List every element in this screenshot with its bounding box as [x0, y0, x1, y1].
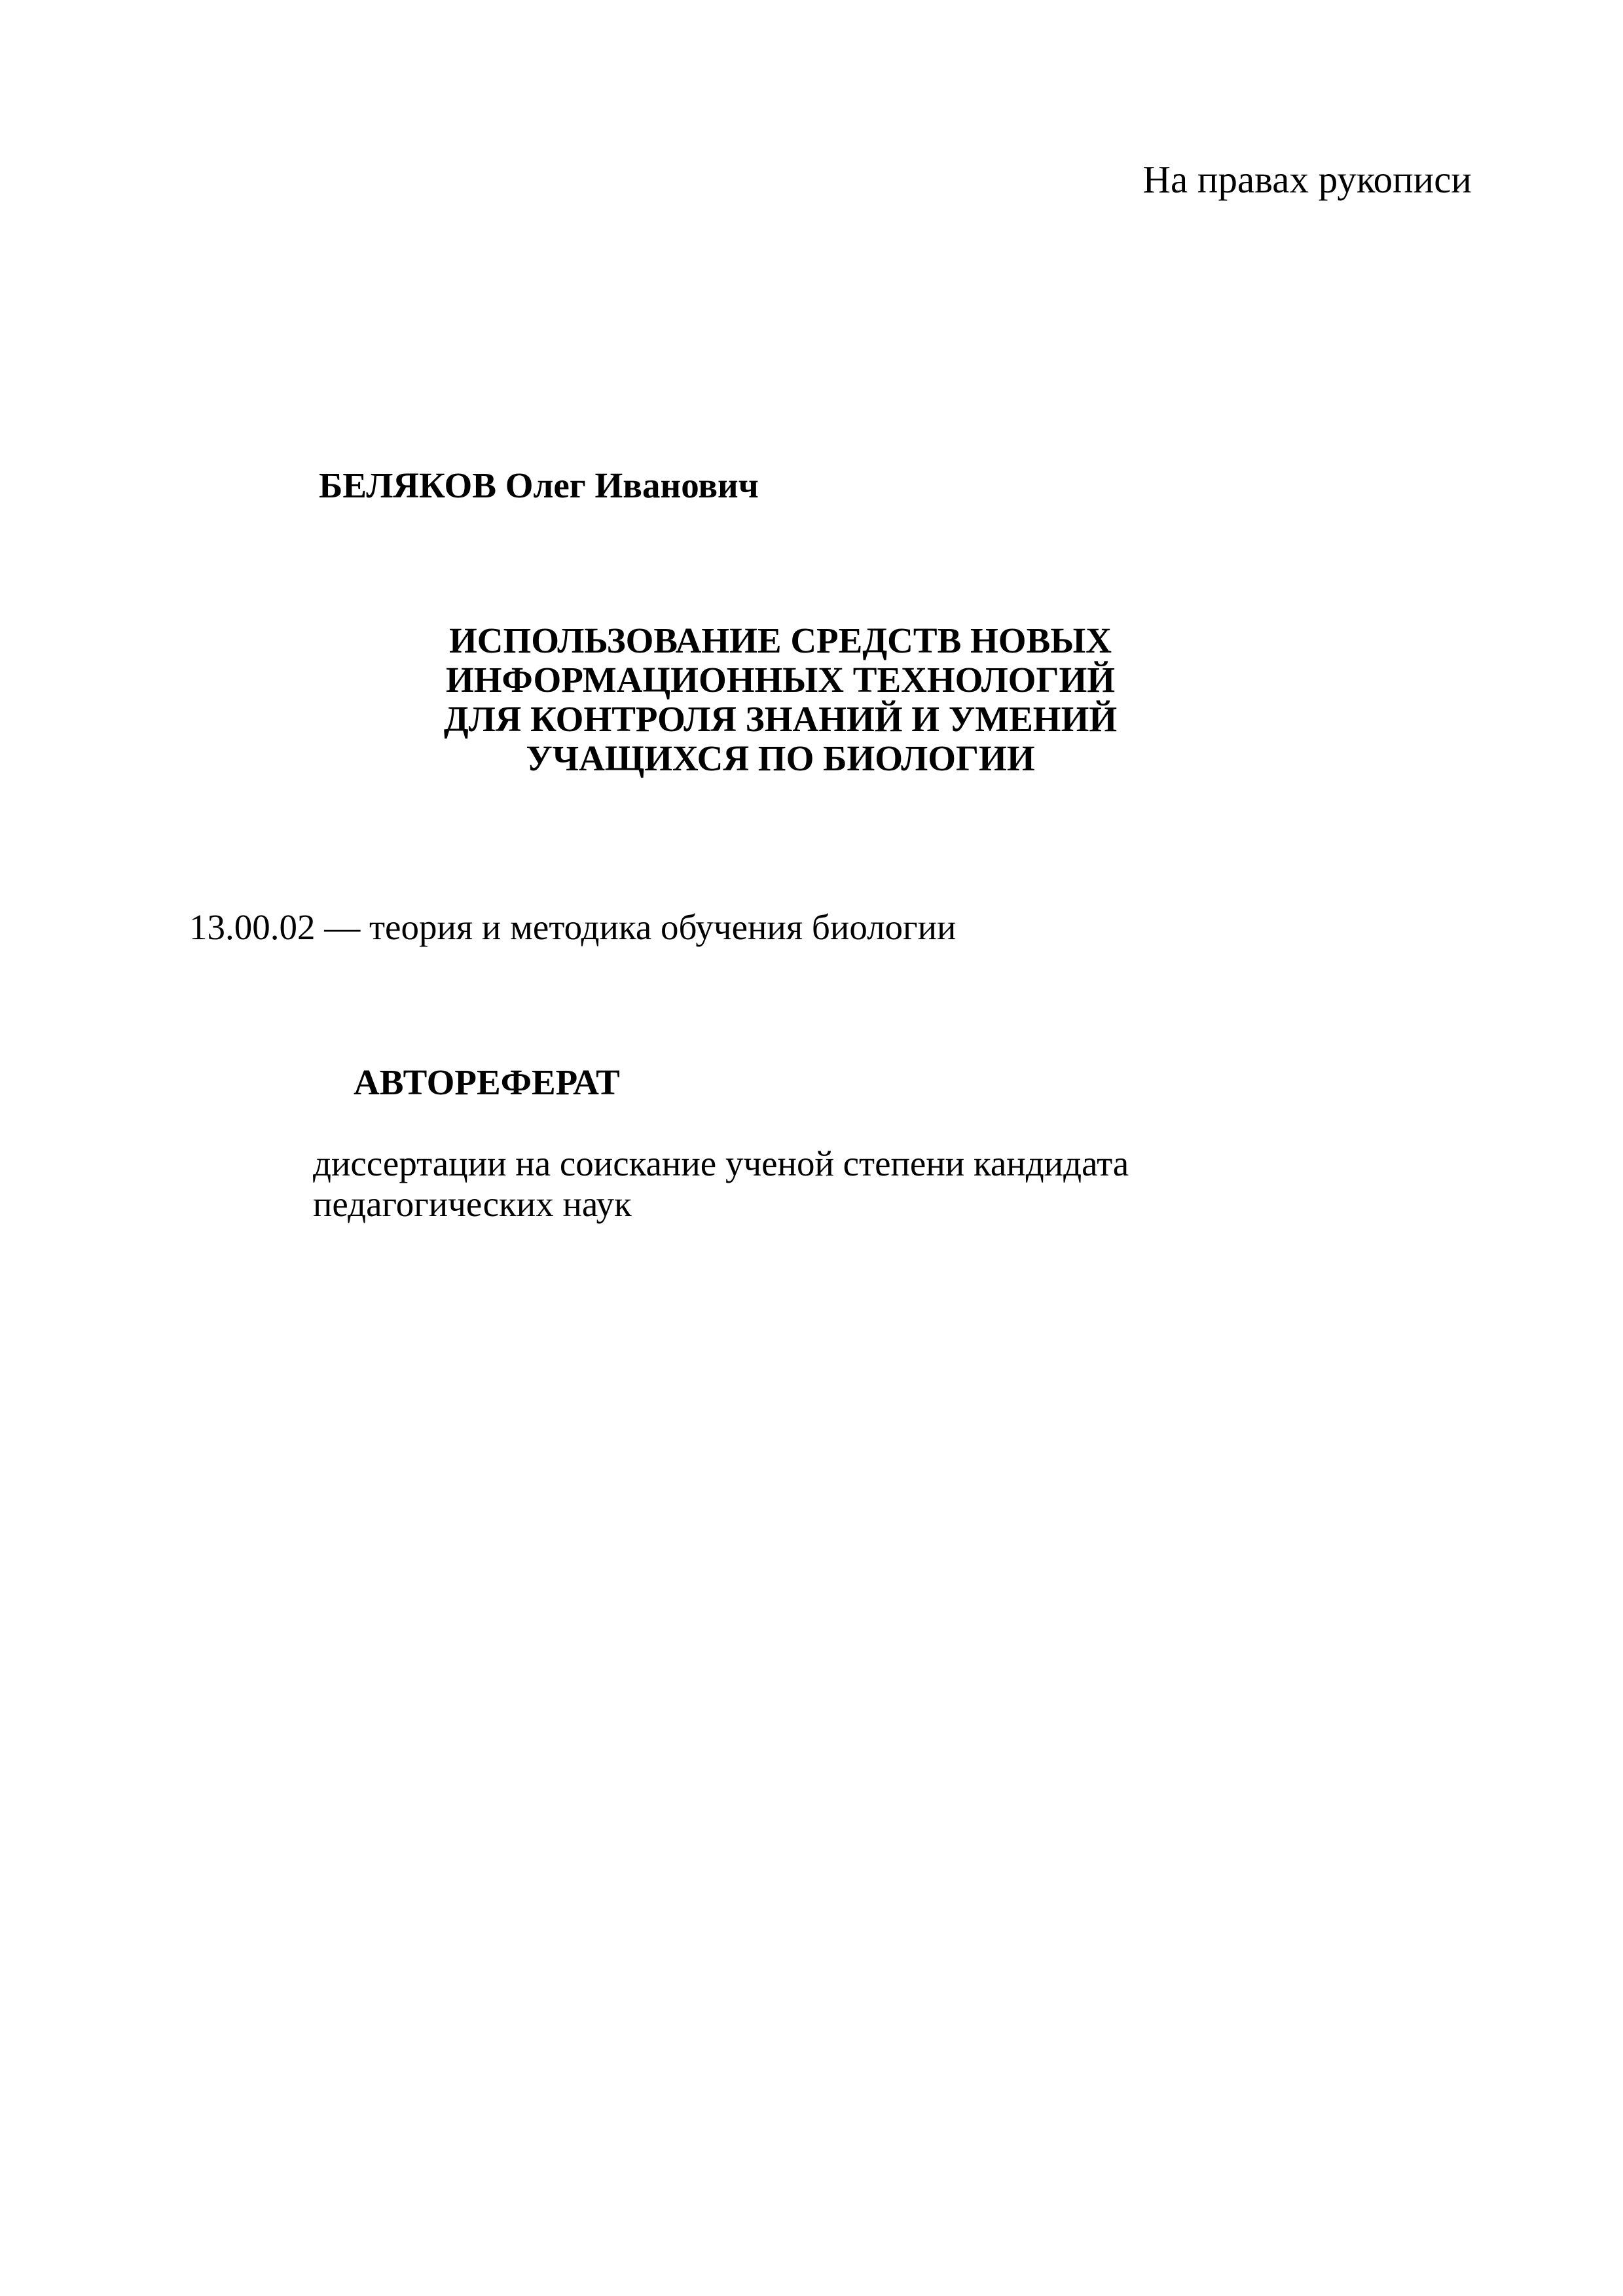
- degree-line: педагогических наук: [313, 1184, 632, 1224]
- manuscript-note: На правах рукописи: [1142, 158, 1472, 201]
- title-line: ИНФОРМАЦИОННЫХ ТЕХНОЛОГИЙ: [445, 660, 1116, 700]
- author-name: БЕЛЯКОВ Олег Иванович: [319, 465, 759, 505]
- dissertation-title: [393, 621, 1168, 778]
- title-line: ИСПОЛЬЗОВАНИЕ СРЕДСТВ НОВЫХ: [449, 620, 1112, 660]
- title-line: ДЛЯ КОНТРОЛЯ ЗНАНИЙ И УМЕНИЙ: [443, 699, 1118, 739]
- document-type: АВТОРЕФЕРАТ: [354, 1062, 620, 1102]
- degree-description: [313, 1143, 1230, 1225]
- title-line: УЧАЩИХСЯ ПО БИОЛОГИИ: [526, 738, 1035, 778]
- degree-line: диссертации на соискание ученой степени кандидата: [313, 1143, 1129, 1183]
- specialty-code: 13.00.02 — теория и методика обучения биологии: [189, 907, 957, 947]
